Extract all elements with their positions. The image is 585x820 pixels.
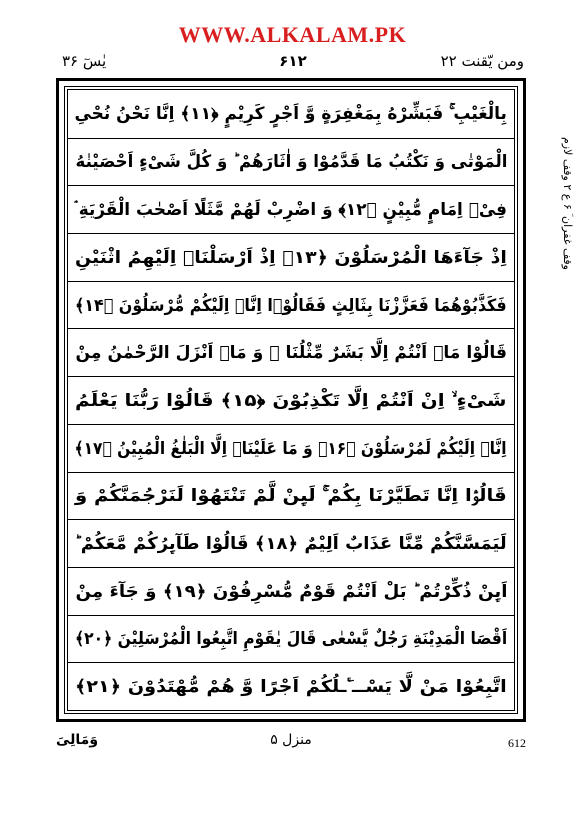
line-text: الْمَوْتٰى وَ نَكْتُبُ مَا قَدَّمُوْا وَ اٰثَارَهُمْ ؕ وَ كُلَّ شَیْءٍ اَحْصَیْنٰهُ xyxy=(75,152,507,173)
para-name: ومن یّقنت ۲۲ xyxy=(440,52,524,70)
text-line xyxy=(68,90,514,138)
manzil-label: منزل ۵ xyxy=(270,732,312,748)
catchword: وَمَالِیَ xyxy=(56,732,99,748)
text-line xyxy=(68,424,514,472)
line-text: فَكَذَّبُوْهُمَا فَعَزَّزْنَا بِثَالِثٍ فَقَالُوْۤا اِنَّاۤ اِلَیْكُمْ مُّرْسَلُوْنَ ﴿۱۴﴾ xyxy=(75,295,507,316)
site-url: WWW.ALKALAM.PK xyxy=(178,22,407,47)
line-text: بِالْغَیْبِ ۚ فَبَشِّرْهُ بِمَغْفِرَةٍ وَّ اَجْرٍ كَرِیْمٍ ﴿۱۱﴾ اِنَّا نَحْنُ نُحْیِ xyxy=(74,104,508,125)
page-footer xyxy=(56,732,526,756)
line-text: اِنَّاۤ اِلَیْكُمْ لَمُرْسَلُوْنَ ﴿۱۶﴾ وَ مَا عَلَیْنَاۤ اِلَّا الْبَلٰغُ الْمُبِیْنُ ﴿۱۷﴾ xyxy=(74,438,508,459)
text-line xyxy=(68,519,514,567)
line-text: لَیَمَسَّنَّكُمْ مِّنَّا عَذَابٌ اَلِیْمٌ ﴿۱۸﴾ قَالُوْا طَآىِٕرُكُمْ مَّعَكُمْ ؕ xyxy=(74,534,508,555)
text-line xyxy=(68,138,514,186)
text-lines xyxy=(67,89,515,711)
margin-note: وقف غفران ؔ ۶ ع ۲ وقف لازم xyxy=(561,137,574,270)
line-text: شَیْءٍ ۙ اِنْ اَنْتُمْ اِلَّا تَكْذِبُوْنَ ﴿۱۵﴾ قَالُوْا رَبُّنَا یَعْلَمُ xyxy=(75,390,507,411)
surah-name: یٰسٓ ۳۶ xyxy=(62,52,107,70)
page-frame xyxy=(56,78,526,722)
text-line xyxy=(68,662,514,710)
text-line xyxy=(68,185,514,233)
line-text: قَالُوْا مَاۤ اَنْتُمْ اِلَّا بَشَرٌ مِّثْلُنَا ۙ وَ مَاۤ اَنْزَلَ الرَّحْمٰنُ مِنْ xyxy=(75,342,507,363)
page-header xyxy=(62,52,524,74)
text-line xyxy=(68,615,514,663)
text-line xyxy=(68,233,514,281)
text-line xyxy=(68,472,514,520)
line-text: فِیْۤ اِمَامٍ مُّبِیْنٍ ﴿۱۲﴾ وَ اضْرِبْ لَهُمْ مَّثَلًا اَصْحٰبَ الْقَرْیَةِ ۘ xyxy=(74,199,508,220)
line-text: اِذْ جَآءَهَا الْمُرْسَلُوْنَ ﴿۱۳﴾ اِذْ اَرْسَلْنَاۤ اِلَیْهِمُ اثْنَیْنِ xyxy=(75,247,507,268)
line-text: اَىِٕنْ ذُكِّرْتُمْ ؕ بَلْ اَنْتُمْ قَوْمٌ مُّسْرِفُوْنَ ﴿۱۹﴾ وَ جَآءَ مِنْ xyxy=(75,581,508,602)
line-text: اَقْصَا الْمَدِیْنَةِ رَجُلٌ یَّسْعٰى قَالَ یٰقَوْمِ اتَّبِعُوا الْمُرْسَلِیْنَ ﴿۲۰﴾ xyxy=(74,629,508,650)
text-line xyxy=(68,328,514,376)
text-line xyxy=(68,281,514,329)
text-line xyxy=(68,567,514,615)
line-text: قَالُوْۤا اِنَّا تَطَیَّرْنَا بِكُمْ ۚ لَىِٕنْ لَّمْ تَنْتَهُوْا لَنَرْجُمَنَّكُمْ وَ xyxy=(75,485,507,506)
text-line xyxy=(68,376,514,424)
page-number-arabic: ۶۱۲ xyxy=(279,52,307,70)
line-text: اتَّبِعُوْا مَنْ لَّا یَسْــٴَـلُكُمْ اَجْرًا وَّ هُمْ مُّهْتَدُوْنَ ﴿۲۱﴾ xyxy=(75,677,507,698)
page-number: 612 xyxy=(508,736,526,750)
